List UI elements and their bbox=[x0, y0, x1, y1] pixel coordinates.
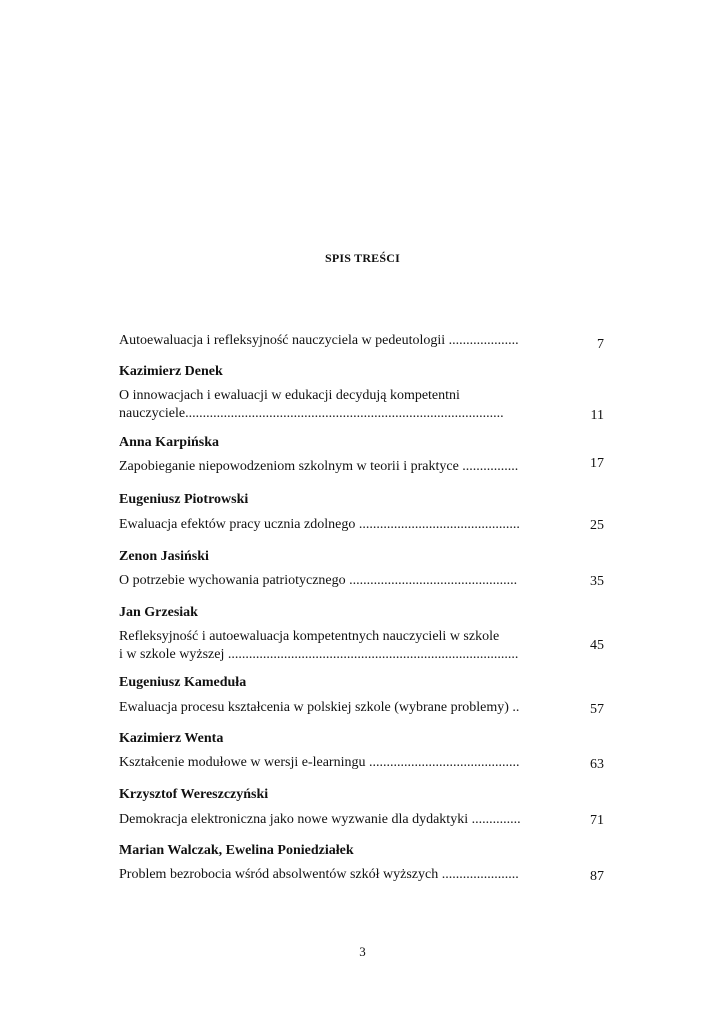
page-number: 3 bbox=[359, 944, 366, 959]
toc-entry-title: Demokracja elektroniczna jako nowe wyzwanie dla dydaktyki .............. bbox=[119, 812, 521, 827]
toc-entry-page: 87 bbox=[590, 869, 604, 884]
toc-entry-author: Kazimierz Denek bbox=[119, 364, 223, 379]
toc-entry-title: O innowacjach i ewaluacji w edukacji decydują kompetentni bbox=[119, 388, 460, 403]
toc-entry-title: Problem bezrobocia wśród absolwentów szkół wyższych ...................... bbox=[119, 867, 519, 882]
toc-entry bbox=[119, 842, 607, 884]
toc-entry-page: 7 bbox=[597, 337, 604, 352]
toc-entry-page: 17 bbox=[590, 456, 604, 471]
toc-entry-title: Ewaluacja procesu kształcenia w polskiej szkole (wybrane problemy) .. bbox=[119, 700, 520, 715]
toc-entry-page: 71 bbox=[590, 813, 604, 828]
toc-entry-author: Marian Walczak, Ewelina Poniedziałek bbox=[119, 843, 354, 858]
toc-entry-author: Zenon Jasiński bbox=[119, 549, 209, 564]
toc-entry-page: 45 bbox=[590, 638, 604, 653]
toc-entry-page: 35 bbox=[590, 574, 604, 589]
toc-entry-title: Ewaluacja efektów pracy ucznia zdolnego .............................................. bbox=[119, 517, 520, 532]
toc-entry-title: Zapobieganie niepowodzeniom szkolnym w teorii i praktyce ................ bbox=[119, 459, 519, 474]
toc-entry-title: nauczyciele........................................................................................... bbox=[119, 406, 504, 421]
toc-heading: SPIS TREŚCI bbox=[324, 251, 400, 265]
toc-entry bbox=[119, 434, 607, 476]
toc-entry bbox=[119, 491, 607, 534]
table-of-contents bbox=[119, 328, 607, 884]
toc-entry-title: O potrzebie wychowania patriotycznego ................................................ bbox=[119, 573, 518, 588]
toc-entry-author: Jan Grzesiak bbox=[119, 605, 198, 620]
toc-entry-author: Anna Karpińska bbox=[119, 435, 219, 450]
toc-entry-page: 11 bbox=[590, 408, 604, 423]
toc-entry bbox=[119, 604, 607, 664]
toc-entry-page: 25 bbox=[590, 518, 604, 533]
toc-entry-title: Autoewaluacja i refleksyjność nauczyciela w pedeutologii .................... bbox=[119, 333, 519, 348]
toc-entry-author: Krzysztof Wereszczyński bbox=[119, 787, 269, 802]
toc-entry bbox=[119, 730, 607, 772]
toc-entry-author: Eugeniusz Piotrowski bbox=[119, 492, 249, 507]
toc-entry-author: Eugeniusz Kameduła bbox=[119, 675, 247, 690]
toc-entry bbox=[119, 786, 607, 829]
toc-entry-title: Refleksyjność i autoewaluacja kompetentnych nauczycieli w szkole bbox=[119, 629, 500, 644]
toc-entry bbox=[119, 332, 607, 350]
toc-entry-title: Kształcenie modułowe w wersji e-learningu ........................................... bbox=[119, 755, 520, 770]
toc-entry-title: i w szkole wyższej ................................................................................... bbox=[119, 647, 519, 662]
toc-entry-page: 63 bbox=[590, 757, 604, 772]
toc-entry bbox=[119, 548, 607, 590]
toc-entry-page: 57 bbox=[590, 702, 604, 717]
toc-entry bbox=[119, 363, 607, 423]
toc-entry bbox=[119, 674, 607, 717]
toc-entry-author: Kazimierz Wenta bbox=[119, 731, 224, 746]
